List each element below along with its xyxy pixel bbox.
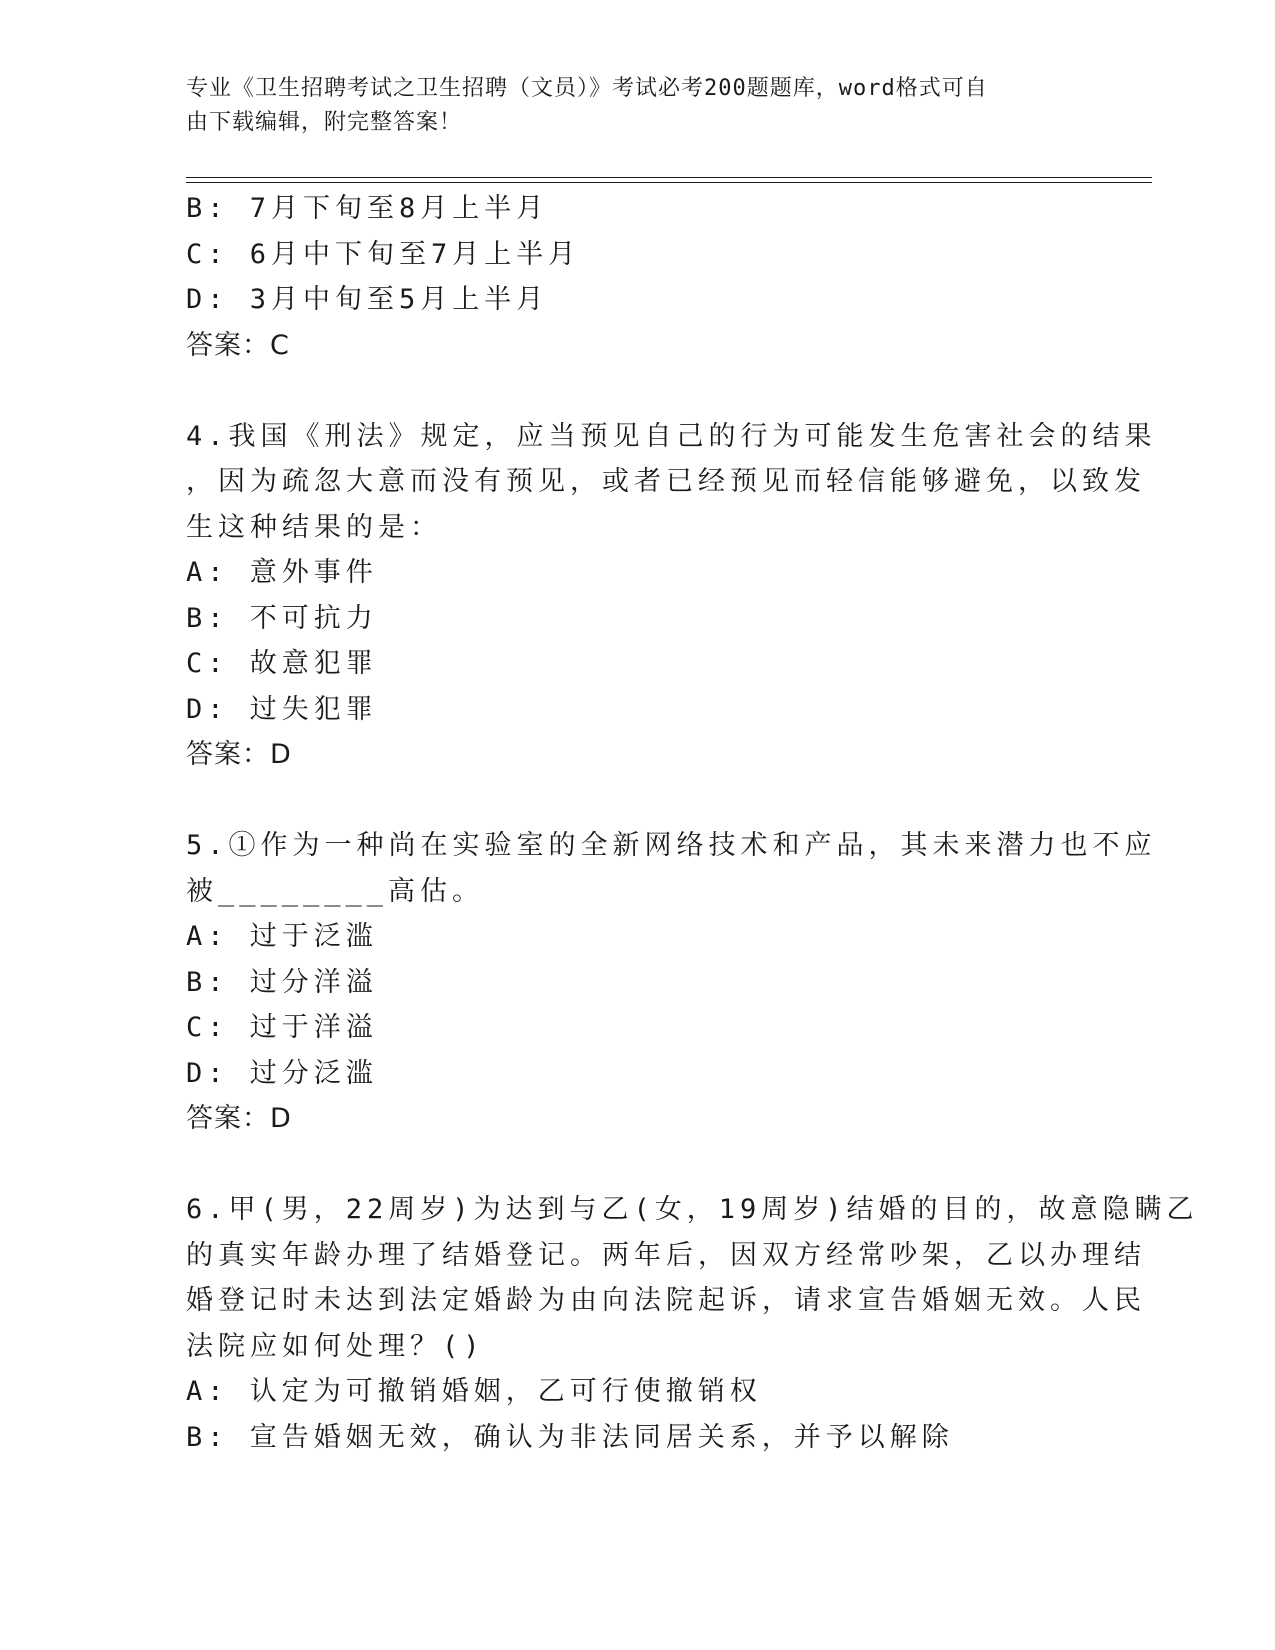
question-stem: 生这种结果的是：: [186, 511, 442, 543]
option-d: D: 过失犯罪: [186, 693, 378, 725]
question-list: [186, 186, 1199, 1460]
header-line-1: 专业《卫生招聘考试之卫生招聘（文员）》考试必考200题题库，word格式可自: [186, 76, 988, 101]
question-3-tail: [186, 186, 1086, 368]
answer: 答案：D: [186, 739, 292, 770]
question-5: [186, 823, 1157, 1142]
question-stem: 法院应如何处理？(): [186, 1330, 485, 1362]
question-stem: 婚登记时未达到法定婚龄为由向法院起诉，请求宣告婚姻无效。人民: [186, 1285, 1146, 1316]
option-a: A: 意外事件: [186, 557, 378, 588]
spacer: [186, 368, 1086, 414]
option-c: C: 故意犯罪: [186, 648, 378, 679]
option-b: B: 过分洋溢: [186, 966, 378, 998]
option-a: A: 过于泛滥: [186, 921, 378, 952]
question-stem: ，因为疏忽大意而没有预见，或者已经预见而轻信能够避免，以致发: [186, 466, 1146, 497]
answer: 答案：C: [186, 329, 290, 361]
option-d: D: 过分泛滥: [186, 1057, 378, 1089]
question-stem: 6.甲(男，22周岁)为达到与乙(女，19周岁)结婚的目的，故意隐瞒乙: [186, 1194, 1199, 1225]
option-b: B: 宣告婚姻无效，确认为非法同居关系，并予以解除: [186, 1421, 954, 1453]
answer: 答案：D: [186, 1103, 292, 1134]
question-stem: 被________高估。: [186, 875, 485, 907]
question-stem: 4.我国《刑法》规定，应当预见自己的行为可能发生危害社会的结果: [186, 420, 1157, 452]
spacer: [186, 778, 1086, 824]
option-c: C: 6月中下旬至7月上半月: [186, 238, 581, 270]
option-c: C: 过于洋溢: [186, 1012, 378, 1043]
spacer: [186, 1142, 1086, 1188]
question-6: [186, 1187, 1199, 1460]
option-b: B: 不可抗力: [186, 602, 378, 634]
option-d: D: 3月中旬至5月上半月: [186, 284, 549, 315]
header-rule-bottom: [186, 182, 1152, 183]
header-line-2: 由下载编辑，附完整答案！: [186, 110, 463, 135]
header-rule-top: [186, 177, 1152, 178]
option-a: A: 认定为可撤销婚姻，乙可行使撤销权: [186, 1376, 762, 1407]
document-header: [186, 72, 1066, 140]
question-stem: 5.①作为一种尚在实验室的全新网络技术和产品，其未来潜力也不应: [186, 830, 1157, 861]
option-b: B: 7月下旬至8月上半月: [186, 193, 549, 224]
question-stem: 的真实年龄办理了结婚登记。两年后，因双方经常吵架，乙以办理结: [186, 1239, 1146, 1271]
question-4: [186, 414, 1157, 778]
